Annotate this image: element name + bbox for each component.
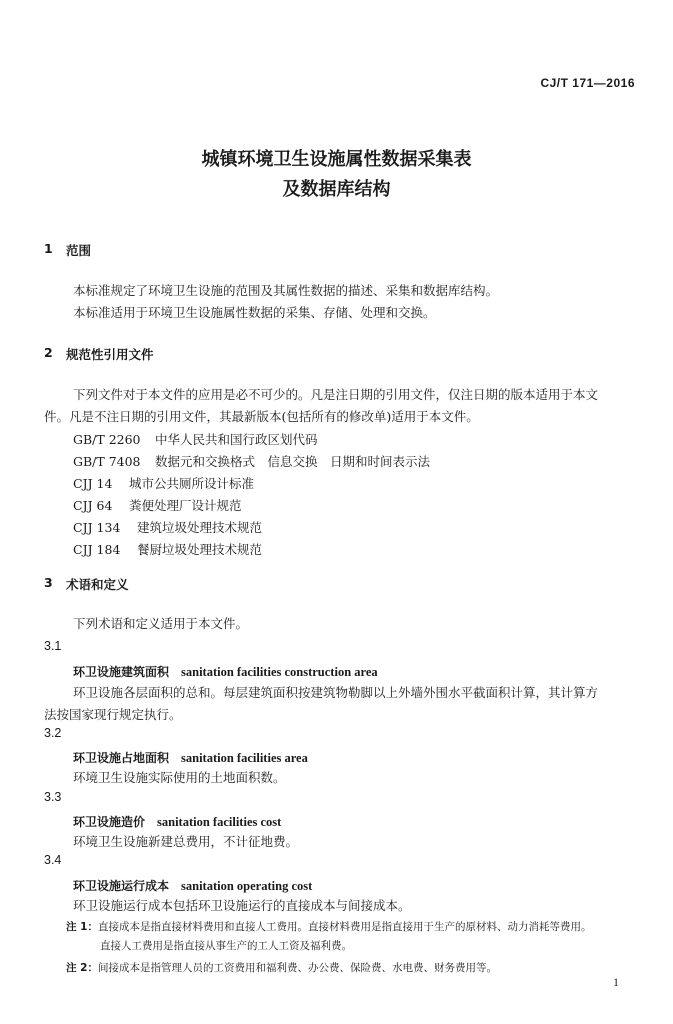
term-heading xyxy=(73,661,378,680)
reference-item xyxy=(73,452,430,470)
note-2 xyxy=(66,960,497,975)
term-en: sanitation facilities construction area xyxy=(181,665,378,679)
term-zh: 环卫设施建筑面积 xyxy=(73,665,170,679)
reference-title: 粪便处理厂设计规范 xyxy=(129,498,242,513)
term-heading xyxy=(73,747,308,766)
term-definition: 环卫设施各层面积的总和。每层建筑面积按建筑物勒脚以上外墙外围水平截面积计算，其计算方 xyxy=(73,685,599,700)
term-number: 3.3 xyxy=(44,790,62,804)
reference-code: CJJ 134 xyxy=(73,520,121,535)
reference-title: 建筑垃圾处理技术规范 xyxy=(137,520,263,535)
term-zh: 环卫设施占地面积 xyxy=(73,751,170,765)
section-2-heading: 规范性引用文件 xyxy=(66,347,154,362)
reference-code: GB/T 2260 xyxy=(73,432,141,447)
note-text: 间接成本是指管理人员的工资费用和福利费、办公费、保险费、水电费、财务费用等。 xyxy=(97,962,497,974)
section-1-heading: 范围 xyxy=(66,243,92,258)
term-zh: 环卫设施运行成本 xyxy=(73,879,170,893)
section-2-intro: 下列文件对于本文件的应用是必不可少的。凡是注日期的引用文件，仅注日期的版本适用于本文 xyxy=(73,387,599,402)
document-title-line2: 及数据库结构 xyxy=(282,179,391,200)
section-2-intro-cont: 件。凡是不注日期的引用文件，其最新版本(包括所有的修改单)适用于本文件。 xyxy=(44,409,479,424)
document-title-line1: 城镇环境卫生设施属性数据采集表 xyxy=(201,149,472,170)
reference-item xyxy=(73,474,254,492)
term-definition: 环境卫生设施新建总费用，不计征地费。 xyxy=(73,834,299,849)
note-text: 直接成本是指直接材料费用和直接人工费用。直接材料费用是指直接用于生产的原材料、动力消耗等费用。 xyxy=(97,921,592,933)
reference-code: GB/T 7408 xyxy=(73,454,141,469)
term-en: sanitation operating cost xyxy=(181,879,313,893)
reference-item xyxy=(73,430,318,448)
term-en: sanitation facilities cost xyxy=(157,815,282,829)
reference-code: CJJ 184 xyxy=(73,542,121,557)
reference-title: 中华人民共和国行政区划代码 xyxy=(155,432,318,447)
reference-title: 数据元和交换格式 信息交换 日期和时间表示法 xyxy=(155,454,431,469)
reference-item xyxy=(73,518,262,536)
note-1 xyxy=(66,919,591,934)
term-heading xyxy=(73,811,281,830)
section-1-paragraph: 本标准规定了环境卫生设施的范围及其属性数据的描述、采集和数据库结构。 xyxy=(73,283,499,298)
page-number: 1 xyxy=(613,975,619,989)
reference-title: 餐厨垃圾处理技术规范 xyxy=(137,542,263,557)
term-definition-cont: 法按国家现行规定执行。 xyxy=(44,707,182,722)
section-3-heading: 术语和定义 xyxy=(66,577,129,592)
reference-code: CJJ 64 xyxy=(73,498,113,513)
term-definition: 环境卫生设施实际使用的土地面积数。 xyxy=(73,770,286,785)
reference-item xyxy=(73,540,262,558)
section-3-number: 3 xyxy=(44,575,53,590)
term-number: 3.4 xyxy=(44,853,62,867)
term-number: 3.1 xyxy=(44,639,62,653)
note-1-cont: 直接人工费用是指直接从事生产的工人工资及福利费。 xyxy=(100,940,352,952)
section-1-paragraph: 本标准适用于环境卫生设施属性数据的采集、存储、处理和交换。 xyxy=(73,305,436,320)
term-en: sanitation facilities area xyxy=(181,751,308,765)
note-label: 注 2： xyxy=(66,962,98,974)
term-number: 3.2 xyxy=(44,726,62,740)
reference-title: 城市公共厕所设计标准 xyxy=(129,476,255,491)
note-label: 注 1： xyxy=(66,921,98,933)
section-3-intro: 下列术语和定义适用于本文件。 xyxy=(73,616,249,631)
standard-code: CJ/T 171—2016 xyxy=(540,76,635,90)
reference-code: CJJ 14 xyxy=(73,476,113,491)
term-definition: 环卫设施运行成本包括环卫设施运行的直接成本与间接成本。 xyxy=(73,898,411,913)
reference-item xyxy=(73,496,242,514)
term-zh: 环卫设施造价 xyxy=(73,815,146,829)
term-heading xyxy=(73,875,312,894)
section-2-number: 2 xyxy=(44,345,53,360)
section-1-number: 1 xyxy=(44,241,53,256)
